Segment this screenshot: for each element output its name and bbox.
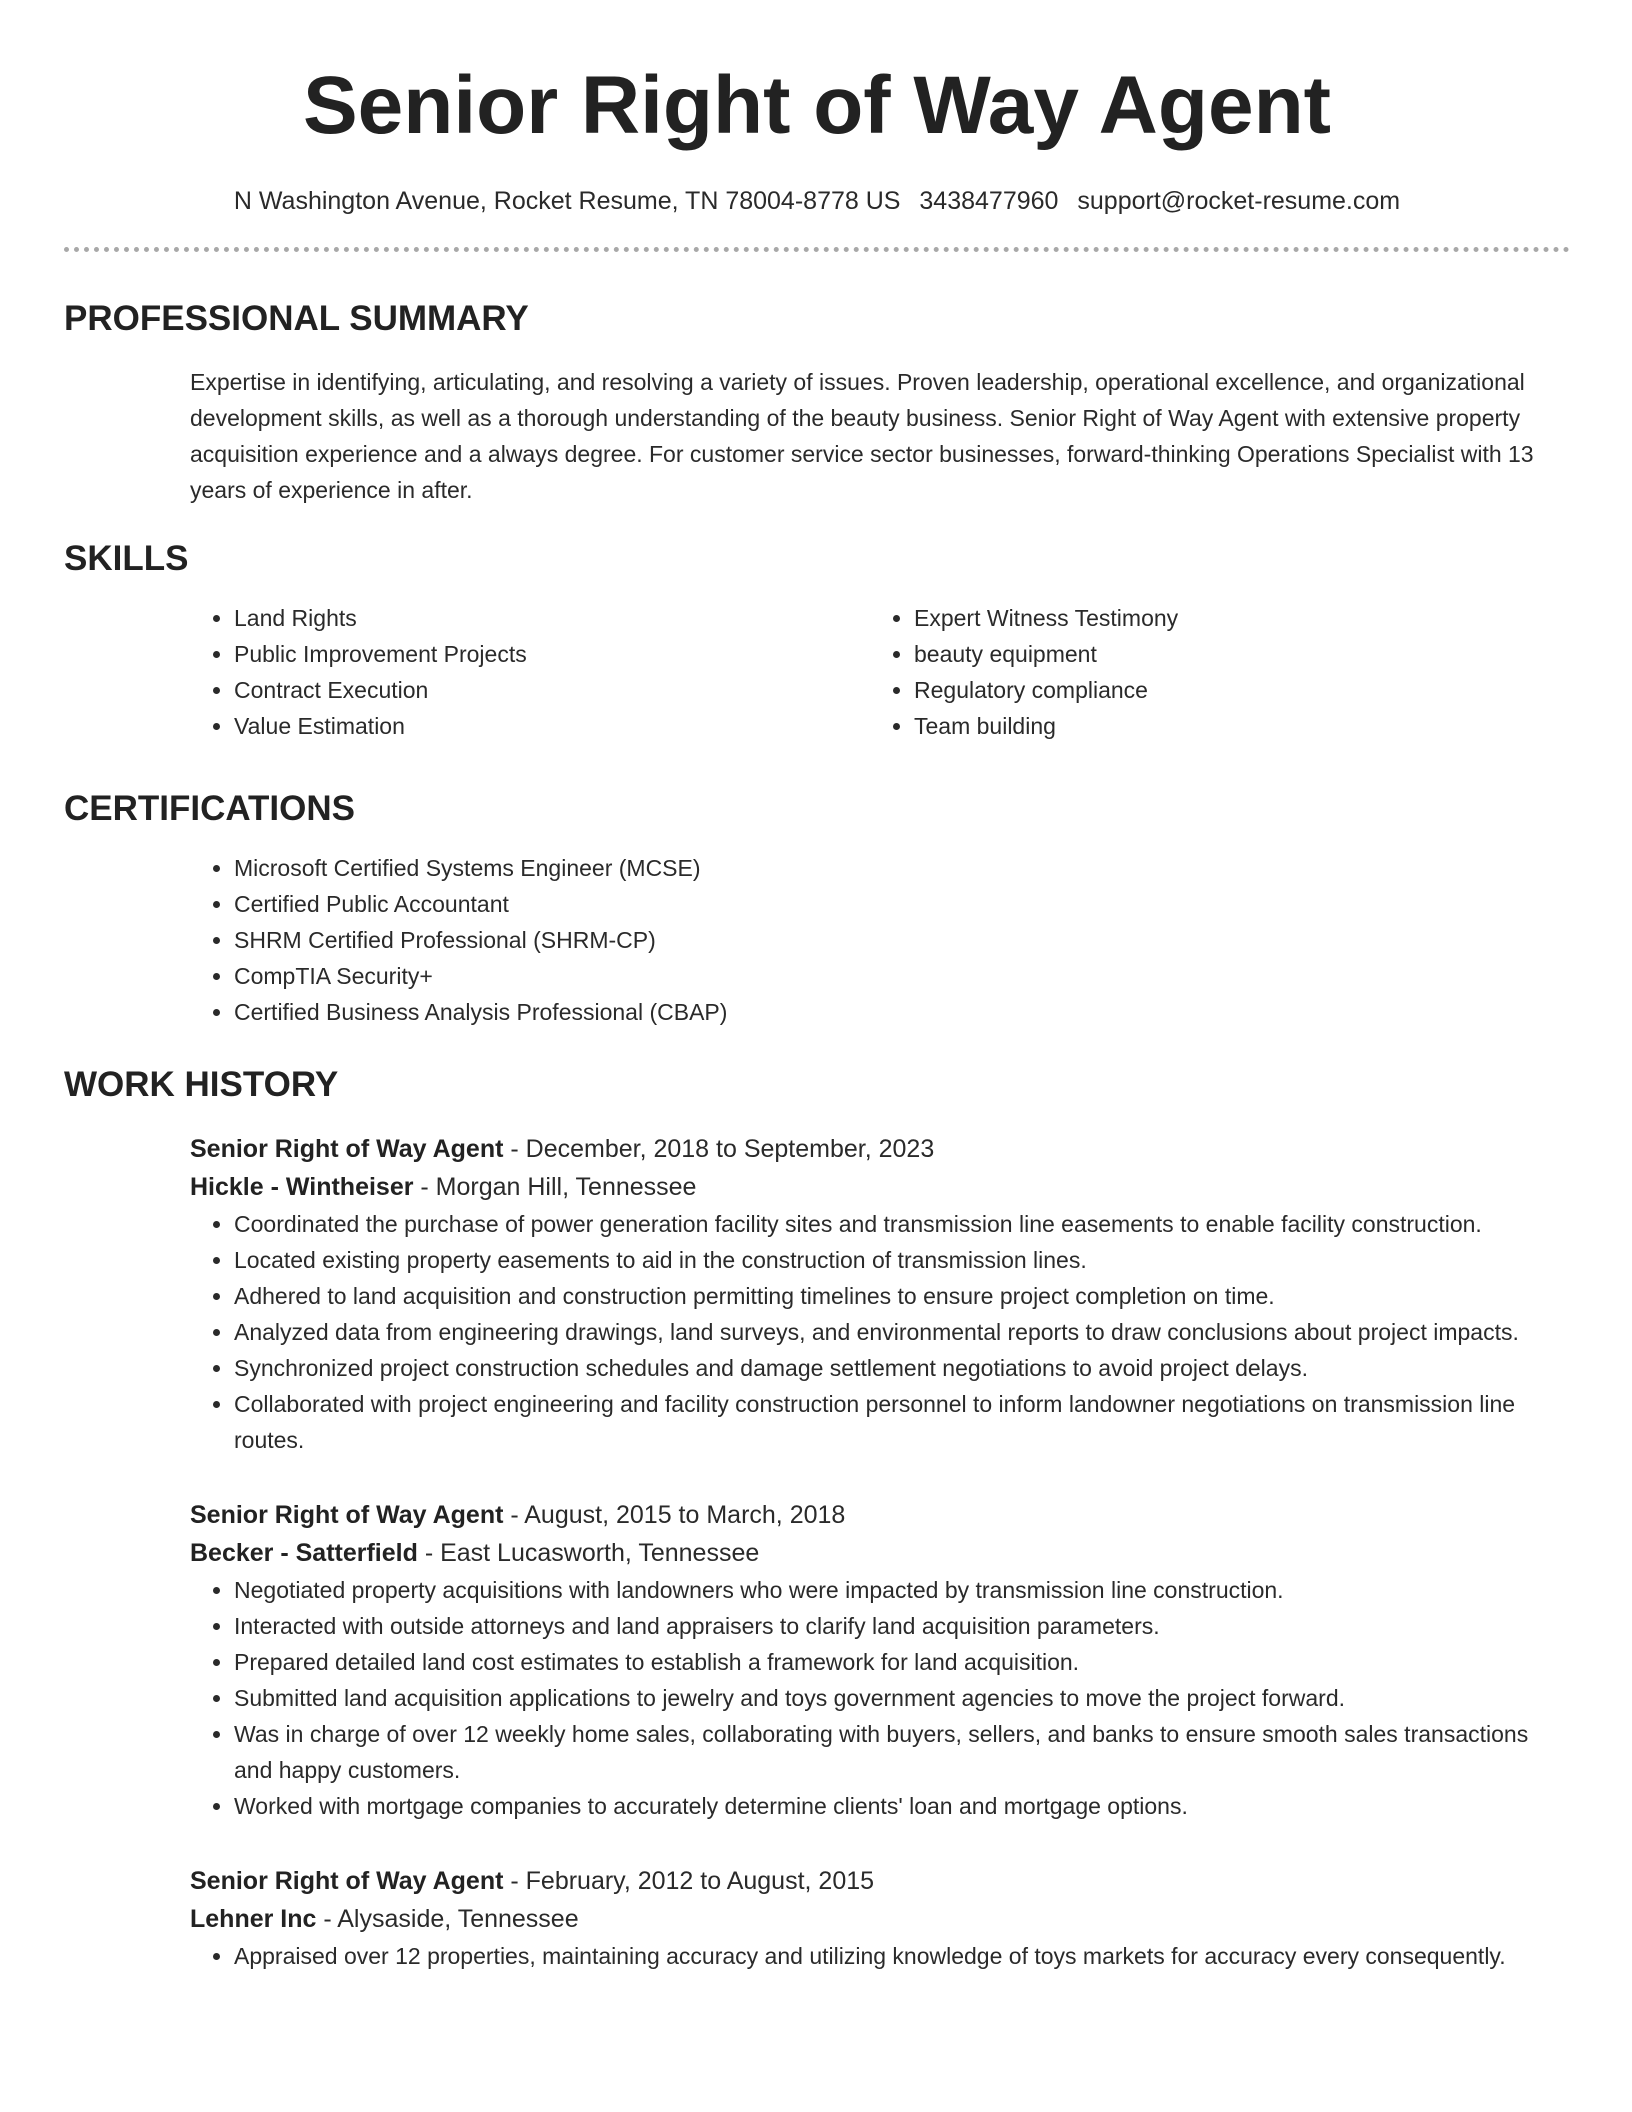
summary-heading: PROFESSIONAL SUMMARY: [64, 299, 529, 338]
job-dates: - August, 2015 to March, 2018: [503, 1501, 846, 1529]
certification-item: • Certified Business Analysis Professional (CBAP): [234, 994, 1570, 1030]
job-entry: [190, 1496, 1570, 1824]
skill-item: • Contract Execution: [234, 672, 870, 708]
skill-item: • Team building: [914, 708, 1550, 744]
skills-heading: SKILLS: [64, 539, 189, 578]
work-history-heading: WORK HISTORY: [64, 1065, 339, 1104]
job-entry: [190, 1862, 1570, 1974]
job-bullet: • Negotiated property acquisitions with landowners who were impacted by transmission line construction.: [234, 1572, 1570, 1608]
certifications-list: [190, 850, 1570, 1030]
certification-item: • CompTIA Security+: [234, 958, 1570, 994]
job-title-line: [190, 1496, 1570, 1534]
job-role: Senior Right of Way Agent: [190, 1501, 504, 1529]
summary-text: Expertise in identifying, articulating, and resolving a variety of issues. Proven leadership, operational excellence, and organizational development skills, as well as a thorough understanding of the beauty business. Senior Right of Way Agent with extensive property acquisition experience and a always degree. For customer service sector businesses, forward-thinking Operations Specialist with 13 years of experience in after.: [190, 369, 1534, 503]
contact-address: N Washington Avenue, Rocket Resume, TN 78004-8778 US: [233, 187, 901, 215]
skill-item: • Public Improvement Projects: [234, 636, 870, 672]
job-bullets: [190, 1938, 1570, 1974]
resume-page: [64, 0, 1570, 1974]
job-bullet: • Adhered to land acquisition and construction permitting timelines to ensure project completion on time.: [234, 1278, 1570, 1314]
job-bullets: [190, 1206, 1570, 1458]
skill-item: • beauty equipment: [914, 636, 1550, 672]
skill-item: • Expert Witness Testimony: [914, 600, 1550, 636]
skill-item: • Regulatory compliance: [914, 672, 1550, 708]
job-dates: - December, 2018 to September, 2023: [503, 1135, 935, 1163]
job-role: Senior Right of Way Agent: [190, 1135, 504, 1163]
job-bullet: • Synchronized project construction schedules and damage settlement negotiations to avoid project delays.: [234, 1350, 1570, 1386]
job-company-line: [190, 1900, 1570, 1938]
certification-item: • SHRM Certified Professional (SHRM-CP): [234, 922, 1570, 958]
job-bullet: • Located existing property easements to aid in the construction of transmission lines.: [234, 1242, 1570, 1278]
job-dates: - February, 2012 to August, 2015: [503, 1867, 875, 1895]
job-bullet: • Collaborated with project engineering and facility construction personnel to inform landowner negotiations on transmission line routes.: [234, 1386, 1570, 1458]
skill-item: • Land Rights: [234, 600, 870, 636]
job-bullet: • Submitted land acquisition applications to jewelry and toys government agencies to move the project forward.: [234, 1680, 1570, 1716]
job-bullet: • Appraised over 12 properties, maintaining accuracy and utilizing knowledge of toys markets for accuracy every consequently.: [234, 1938, 1570, 1974]
job-bullet: • Analyzed data from engineering drawings, land surveys, and environmental reports to draw conclusions about project impacts.: [234, 1314, 1570, 1350]
skills-list: [190, 600, 1570, 744]
job-company: Becker - Satterfield: [190, 1539, 418, 1567]
certification-item: • Certified Public Accountant: [234, 886, 1570, 922]
job-location: - Morgan Hill, Tennessee: [413, 1173, 697, 1201]
candidate-name: Senior Right of Way Agent: [302, 60, 1331, 151]
contact-email: support@rocket-resume.com: [1077, 187, 1401, 215]
job-company-line: [190, 1168, 1570, 1206]
skills-column-right: [870, 600, 1550, 744]
skill-item: • Value Estimation: [234, 708, 870, 744]
certifications-heading: CERTIFICATIONS: [64, 789, 356, 828]
job-company: Hickle - Wintheiser: [190, 1173, 414, 1201]
job-location: - East Lucasworth, Tennessee: [417, 1539, 760, 1567]
job-title-line: [190, 1862, 1570, 1900]
job-bullets: [190, 1572, 1570, 1824]
skills-column-left: [190, 600, 870, 744]
job-entry: [190, 1130, 1570, 1458]
job-bullet: • Prepared detailed land cost estimates to establish a framework for land acquisition.: [234, 1644, 1570, 1680]
job-role: Senior Right of Way Agent: [190, 1867, 504, 1895]
job-company: Lehner Inc: [190, 1905, 317, 1933]
contact-phone: 3438477960: [919, 187, 1059, 215]
job-bullet: • Coordinated the purchase of power generation facility sites and transmission line easements to enable facility construction.: [234, 1206, 1570, 1242]
job-bullet: • Worked with mortgage companies to accurately determine clients' loan and mortgage options.: [234, 1788, 1570, 1824]
job-title-line: [190, 1130, 1570, 1168]
job-company-line: [190, 1534, 1570, 1572]
job-bullet: • Was in charge of over 12 weekly home sales, collaborating with buyers, sellers, and banks to ensure smooth sales transactions and happy customers.: [234, 1716, 1570, 1788]
job-location: - Alysaside, Tennessee: [316, 1905, 579, 1933]
certification-item: • Microsoft Certified Systems Engineer (MCSE): [234, 850, 1570, 886]
contact-line: [64, 184, 1570, 218]
header-divider: [64, 247, 1570, 252]
job-bullet: • Interacted with outside attorneys and land appraisers to clarify land acquisition parameters.: [234, 1608, 1570, 1644]
